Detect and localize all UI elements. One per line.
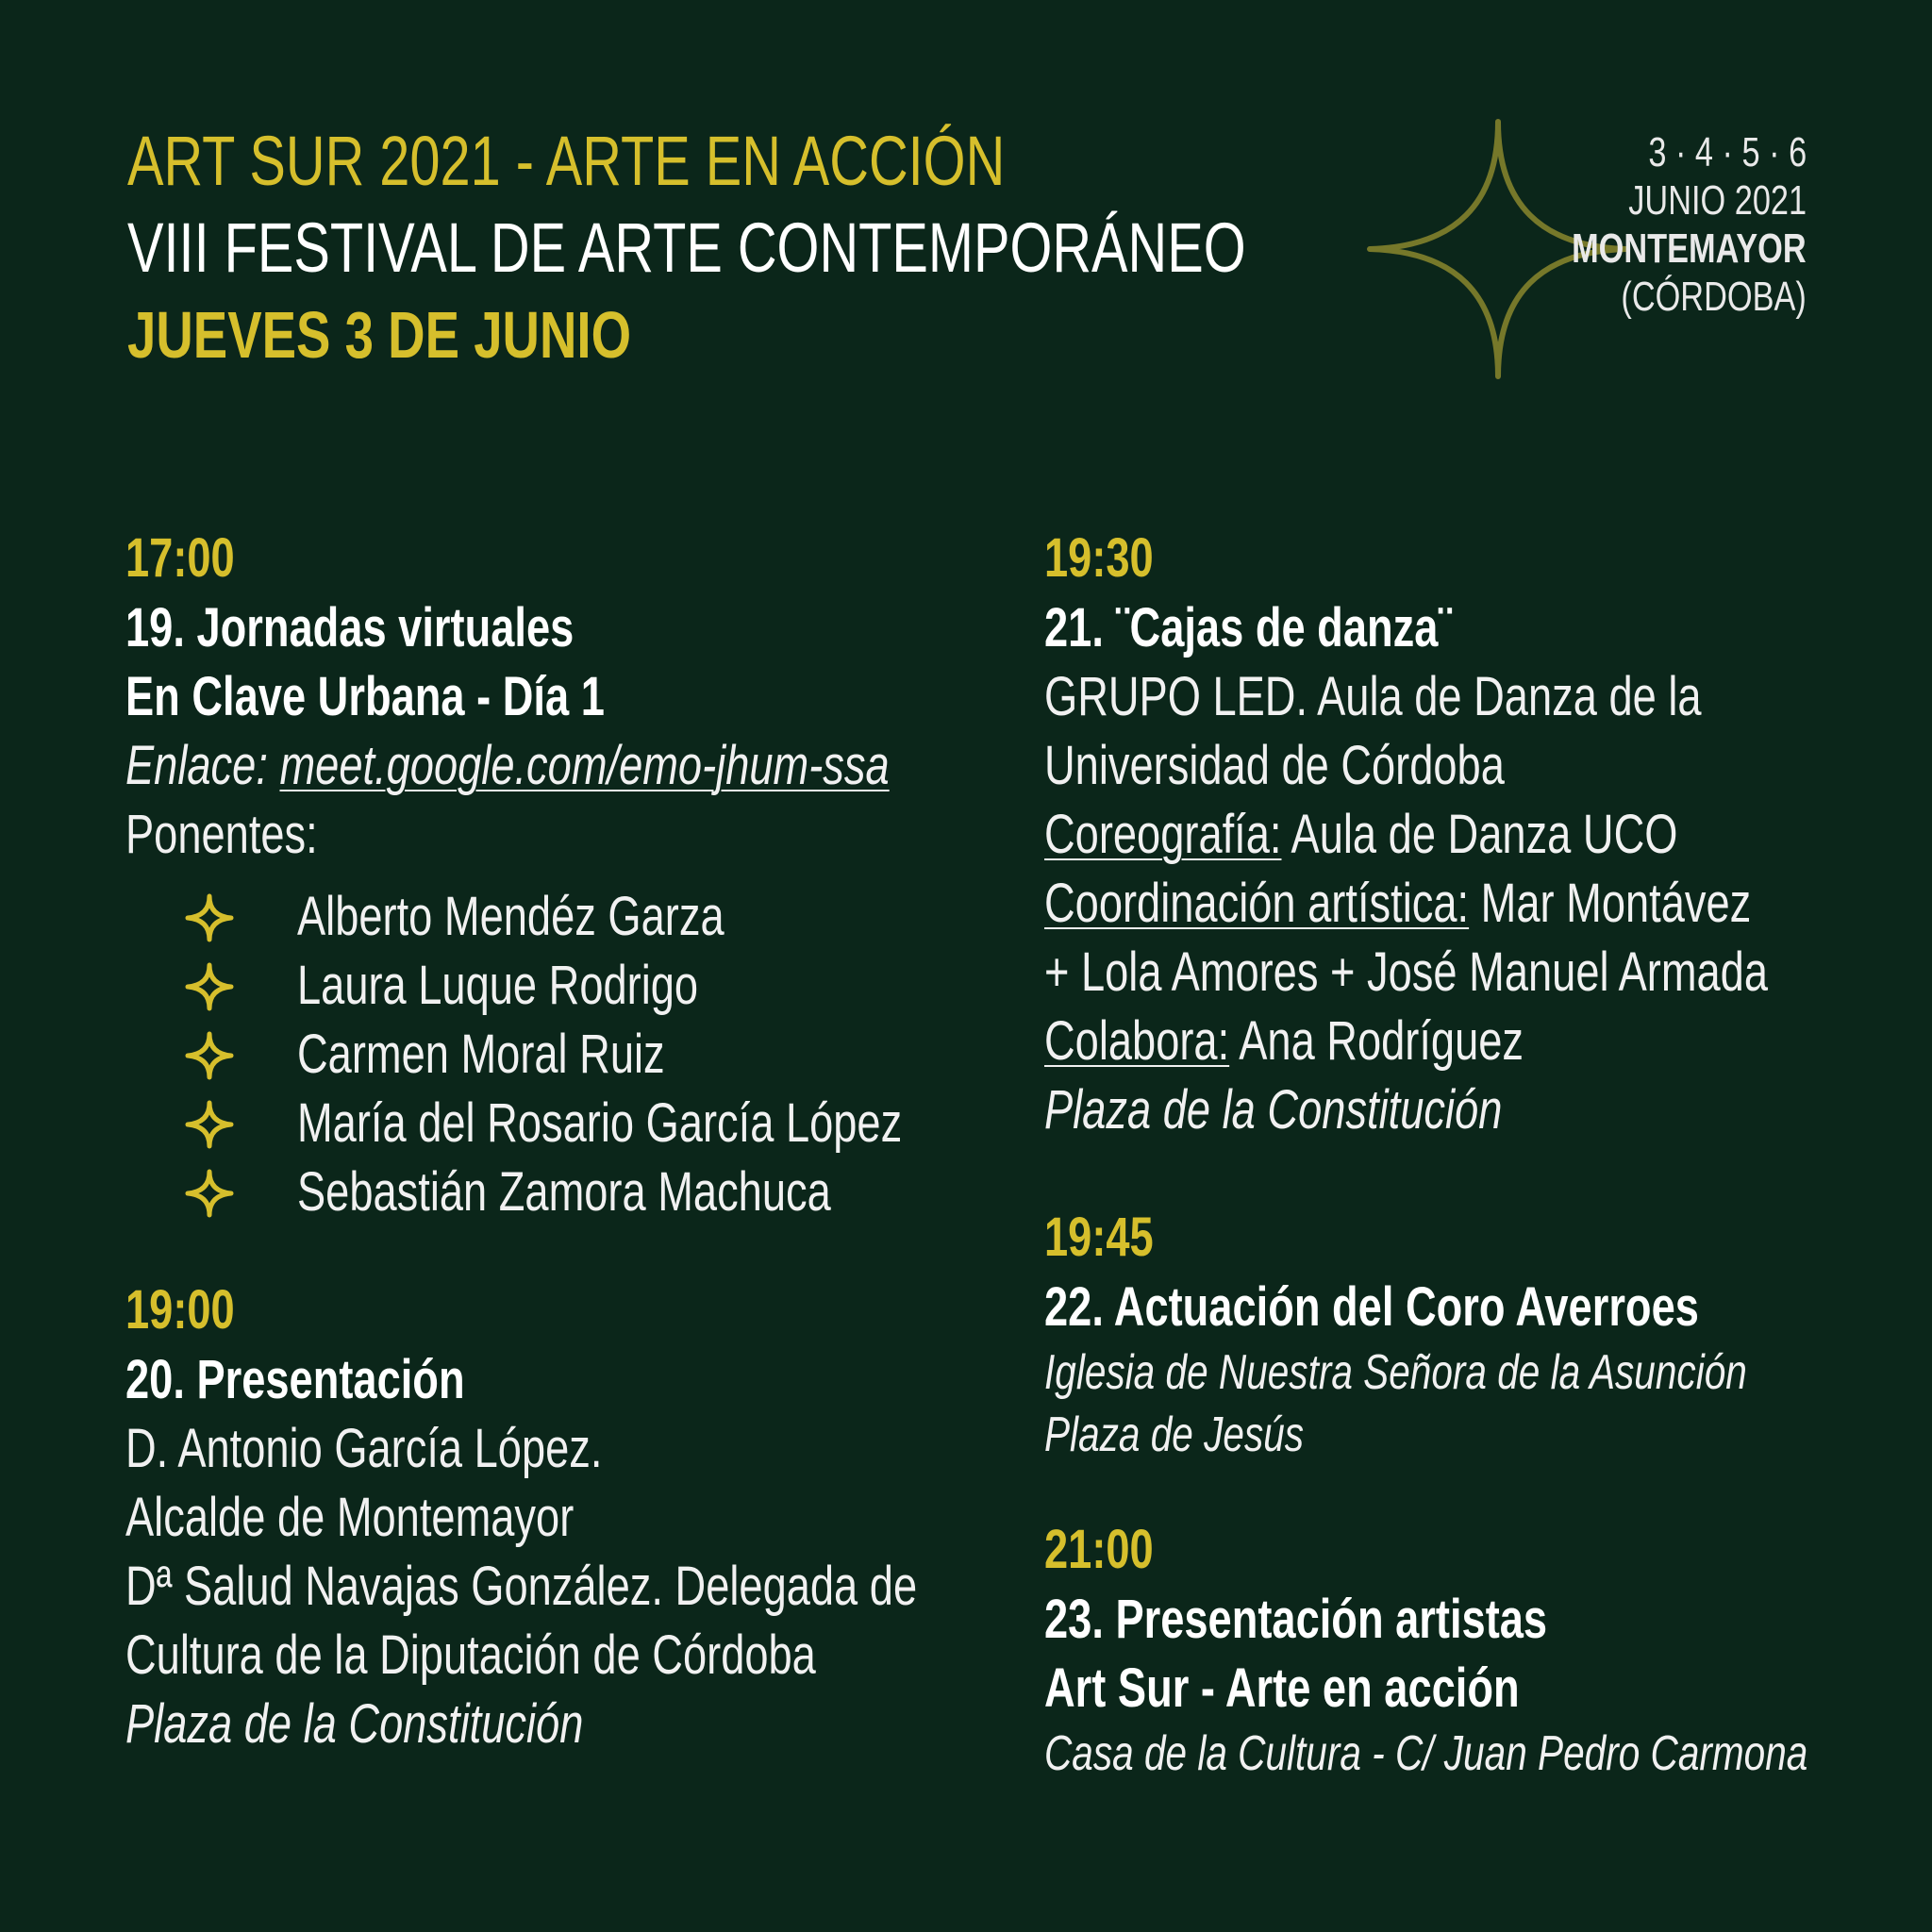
event-21 <box>1044 524 1932 1144</box>
event-detail: Alcalde de Montemayor <box>125 1487 575 1548</box>
speaker-name: María del Rosario García López <box>297 1092 903 1154</box>
event-place: Plaza de la Constitución <box>125 1693 584 1755</box>
star-bullet-icon <box>185 1031 234 1080</box>
star-bullet-icon <box>185 962 234 1011</box>
event-title: 19. Jornadas virtuales <box>125 597 575 658</box>
list-item <box>125 951 1141 1020</box>
festival-title: ART SUR 2021 - ARTE EN ACCIÓN <box>127 122 1006 200</box>
choreography-label: Coreografía: <box>1044 804 1282 865</box>
link-label: Enlace: <box>125 735 268 796</box>
right-column <box>1044 524 1932 1830</box>
coordination-row <box>1044 869 1932 938</box>
event-19 <box>125 524 1141 1226</box>
list-item <box>125 1158 1141 1226</box>
event-detail: Dª Salud Navajas González. Delegada de <box>125 1556 918 1617</box>
event-detail: Universidad de Córdoba <box>1044 735 1505 796</box>
event-time: 19:30 <box>1044 527 1154 589</box>
collaborator-row <box>1044 1007 1932 1075</box>
speakers-list <box>125 882 1141 1226</box>
speakers-label: Ponentes: <box>125 804 318 865</box>
day-title: JUEVES 3 DE JUNIO <box>127 298 632 372</box>
festival-subtitle: VIII FESTIVAL DE ARTE CONTEMPORÁNEO <box>127 208 1246 287</box>
speaker-name: Alberto Mendéz Garza <box>297 886 724 947</box>
list-item <box>125 1020 1141 1089</box>
choreography-row <box>1044 800 1932 869</box>
event-title: 20. Presentación <box>125 1349 465 1410</box>
speaker-name: Sebastián Zamora Machuca <box>297 1161 831 1223</box>
star-bullet-icon <box>185 893 234 942</box>
collaborator-value: Ana Rodríguez <box>1229 1010 1524 1072</box>
speaker-name: Carmen Moral Ruiz <box>297 1024 665 1085</box>
event-place: Plaza de la Constitución <box>1044 1079 1503 1141</box>
festival-days: 3 · 4 · 5 · 6 <box>1648 129 1807 175</box>
choreography-value: Aula de Danza UCO <box>1281 804 1678 865</box>
list-item <box>125 1089 1141 1158</box>
event-23 <box>1044 1515 1932 1785</box>
event-link-row <box>125 731 1141 800</box>
event-title: 23. Presentación artistas <box>1044 1589 1548 1650</box>
meet-link[interactable]: meet.google.com/emo-jhum-ssa <box>279 735 890 796</box>
event-time: 19:00 <box>125 1279 235 1341</box>
star-bullet-icon <box>185 1169 234 1218</box>
event-place-2: Plaza de Jesús <box>1044 1407 1305 1462</box>
event-place: Iglesia de Nuestra Señora de la Asunción <box>1044 1345 1747 1400</box>
star-bullet-icon <box>185 1100 234 1149</box>
event-detail: D. Antonio García López. <box>125 1418 603 1479</box>
event-title: 22. Actuación del Coro Averroes <box>1044 1276 1699 1338</box>
event-22 <box>1044 1203 1932 1466</box>
event-20 <box>125 1275 1141 1758</box>
collaborator-label: Colabora: <box>1044 1010 1230 1072</box>
festival-month: JUNIO 2021 <box>1628 177 1807 224</box>
event-time: 19:45 <box>1044 1207 1154 1268</box>
event-time: 17:00 <box>125 527 235 589</box>
festival-city: MONTEMAYOR <box>1572 225 1807 272</box>
coordination-value: Mar Montávez <box>1469 873 1752 934</box>
left-column <box>125 524 1141 1804</box>
event-detail: Cultura de la Diputación de Córdoba <box>125 1624 816 1686</box>
festival-dates <box>1506 128 1807 321</box>
event-title-2: En Clave Urbana - Día 1 <box>125 666 605 727</box>
header <box>127 118 1561 378</box>
event-title-2: Art Sur - Arte en acción <box>1044 1657 1520 1719</box>
event-title: 21. ¨Cajas de danza¨ <box>1044 597 1453 658</box>
event-detail: GRUPO LED. Aula de Danza de la <box>1044 666 1702 727</box>
list-item <box>125 882 1141 951</box>
coordination-row-2: + Lola Amores + José Manuel Armada <box>1044 941 1769 1003</box>
coordination-label: Coordinación artística: <box>1044 873 1470 934</box>
event-place: Casa de la Cultura - C/ Juan Pedro Carmona <box>1044 1726 1808 1781</box>
festival-province: (CÓRDOBA) <box>1621 274 1807 320</box>
speaker-name: Laura Luque Rodrigo <box>297 955 699 1016</box>
event-time: 21:00 <box>1044 1519 1154 1580</box>
